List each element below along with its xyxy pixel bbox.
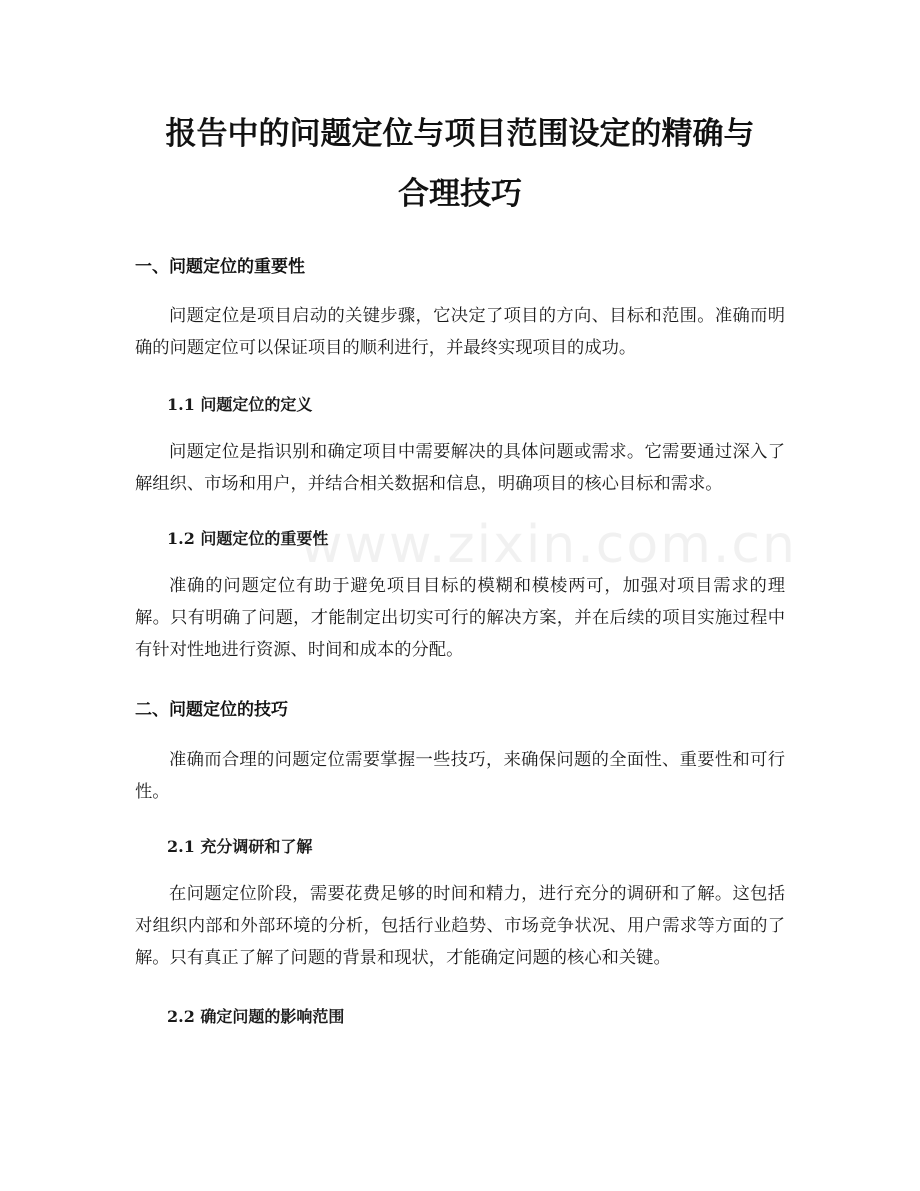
subsection-heading-1-2: 1.2 问题定位的重要性 xyxy=(167,529,329,548)
subsection-heading-2-2: 2.2 确定问题的影响范围 xyxy=(167,1007,345,1026)
subsection-1-1-body: 问题定位是指识别和确定项目中需要解决的具体问题或需求。它需要通过深入了解组织、市场和用户，并结合相关数据和信息，明确项目的核心目标和需求。 xyxy=(135,442,785,494)
subsection-heading-2-1: 2.1 充分调研和了解 xyxy=(167,837,313,856)
section-1-intro: 问题定位是项目启动的关键步骤，它决定了项目的方向、目标和范围。准确而明确的问题定位可以保证项目的顺利进行，并最终实现项目的成功。 xyxy=(135,306,785,358)
document-title-line-2: 合理技巧 xyxy=(398,176,522,212)
subsection-2-1-body: 在问题定位阶段，需要花费足够的时间和精力，进行充分的调研和了解。这包括对组织内部和外部环境的分析，包括行业趋势、市场竞争状况、用户需求等方面的了解。只有真正了解了问题的背景和现状，才能确定问题的核心和关键。 xyxy=(135,884,785,968)
section-2-intro: 准确而合理的问题定位需要掌握一些技巧，来确保问题的全面性、重要性和可行性。 xyxy=(135,750,785,802)
section-heading-2: 二、问题定位的技巧 xyxy=(135,700,288,720)
document-title-line-1: 报告中的问题定位与项目范围设定的精确与 xyxy=(165,116,755,152)
subsection-heading-1-1: 1.1 问题定位的定义 xyxy=(167,395,313,414)
watermark: www.zixin.com.cn xyxy=(300,515,797,575)
subsection-1-2-body: 准确的问题定位有助于避免项目目标的模糊和模棱两可，加强对项目需求的理解。只有明确了问题，才能制定出切实可行的解决方案，并在后续的项目实施过程中有针对性地进行资源、时间和成本的分配。 xyxy=(135,576,785,660)
section-heading-1: 一、问题定位的重要性 xyxy=(135,257,305,277)
